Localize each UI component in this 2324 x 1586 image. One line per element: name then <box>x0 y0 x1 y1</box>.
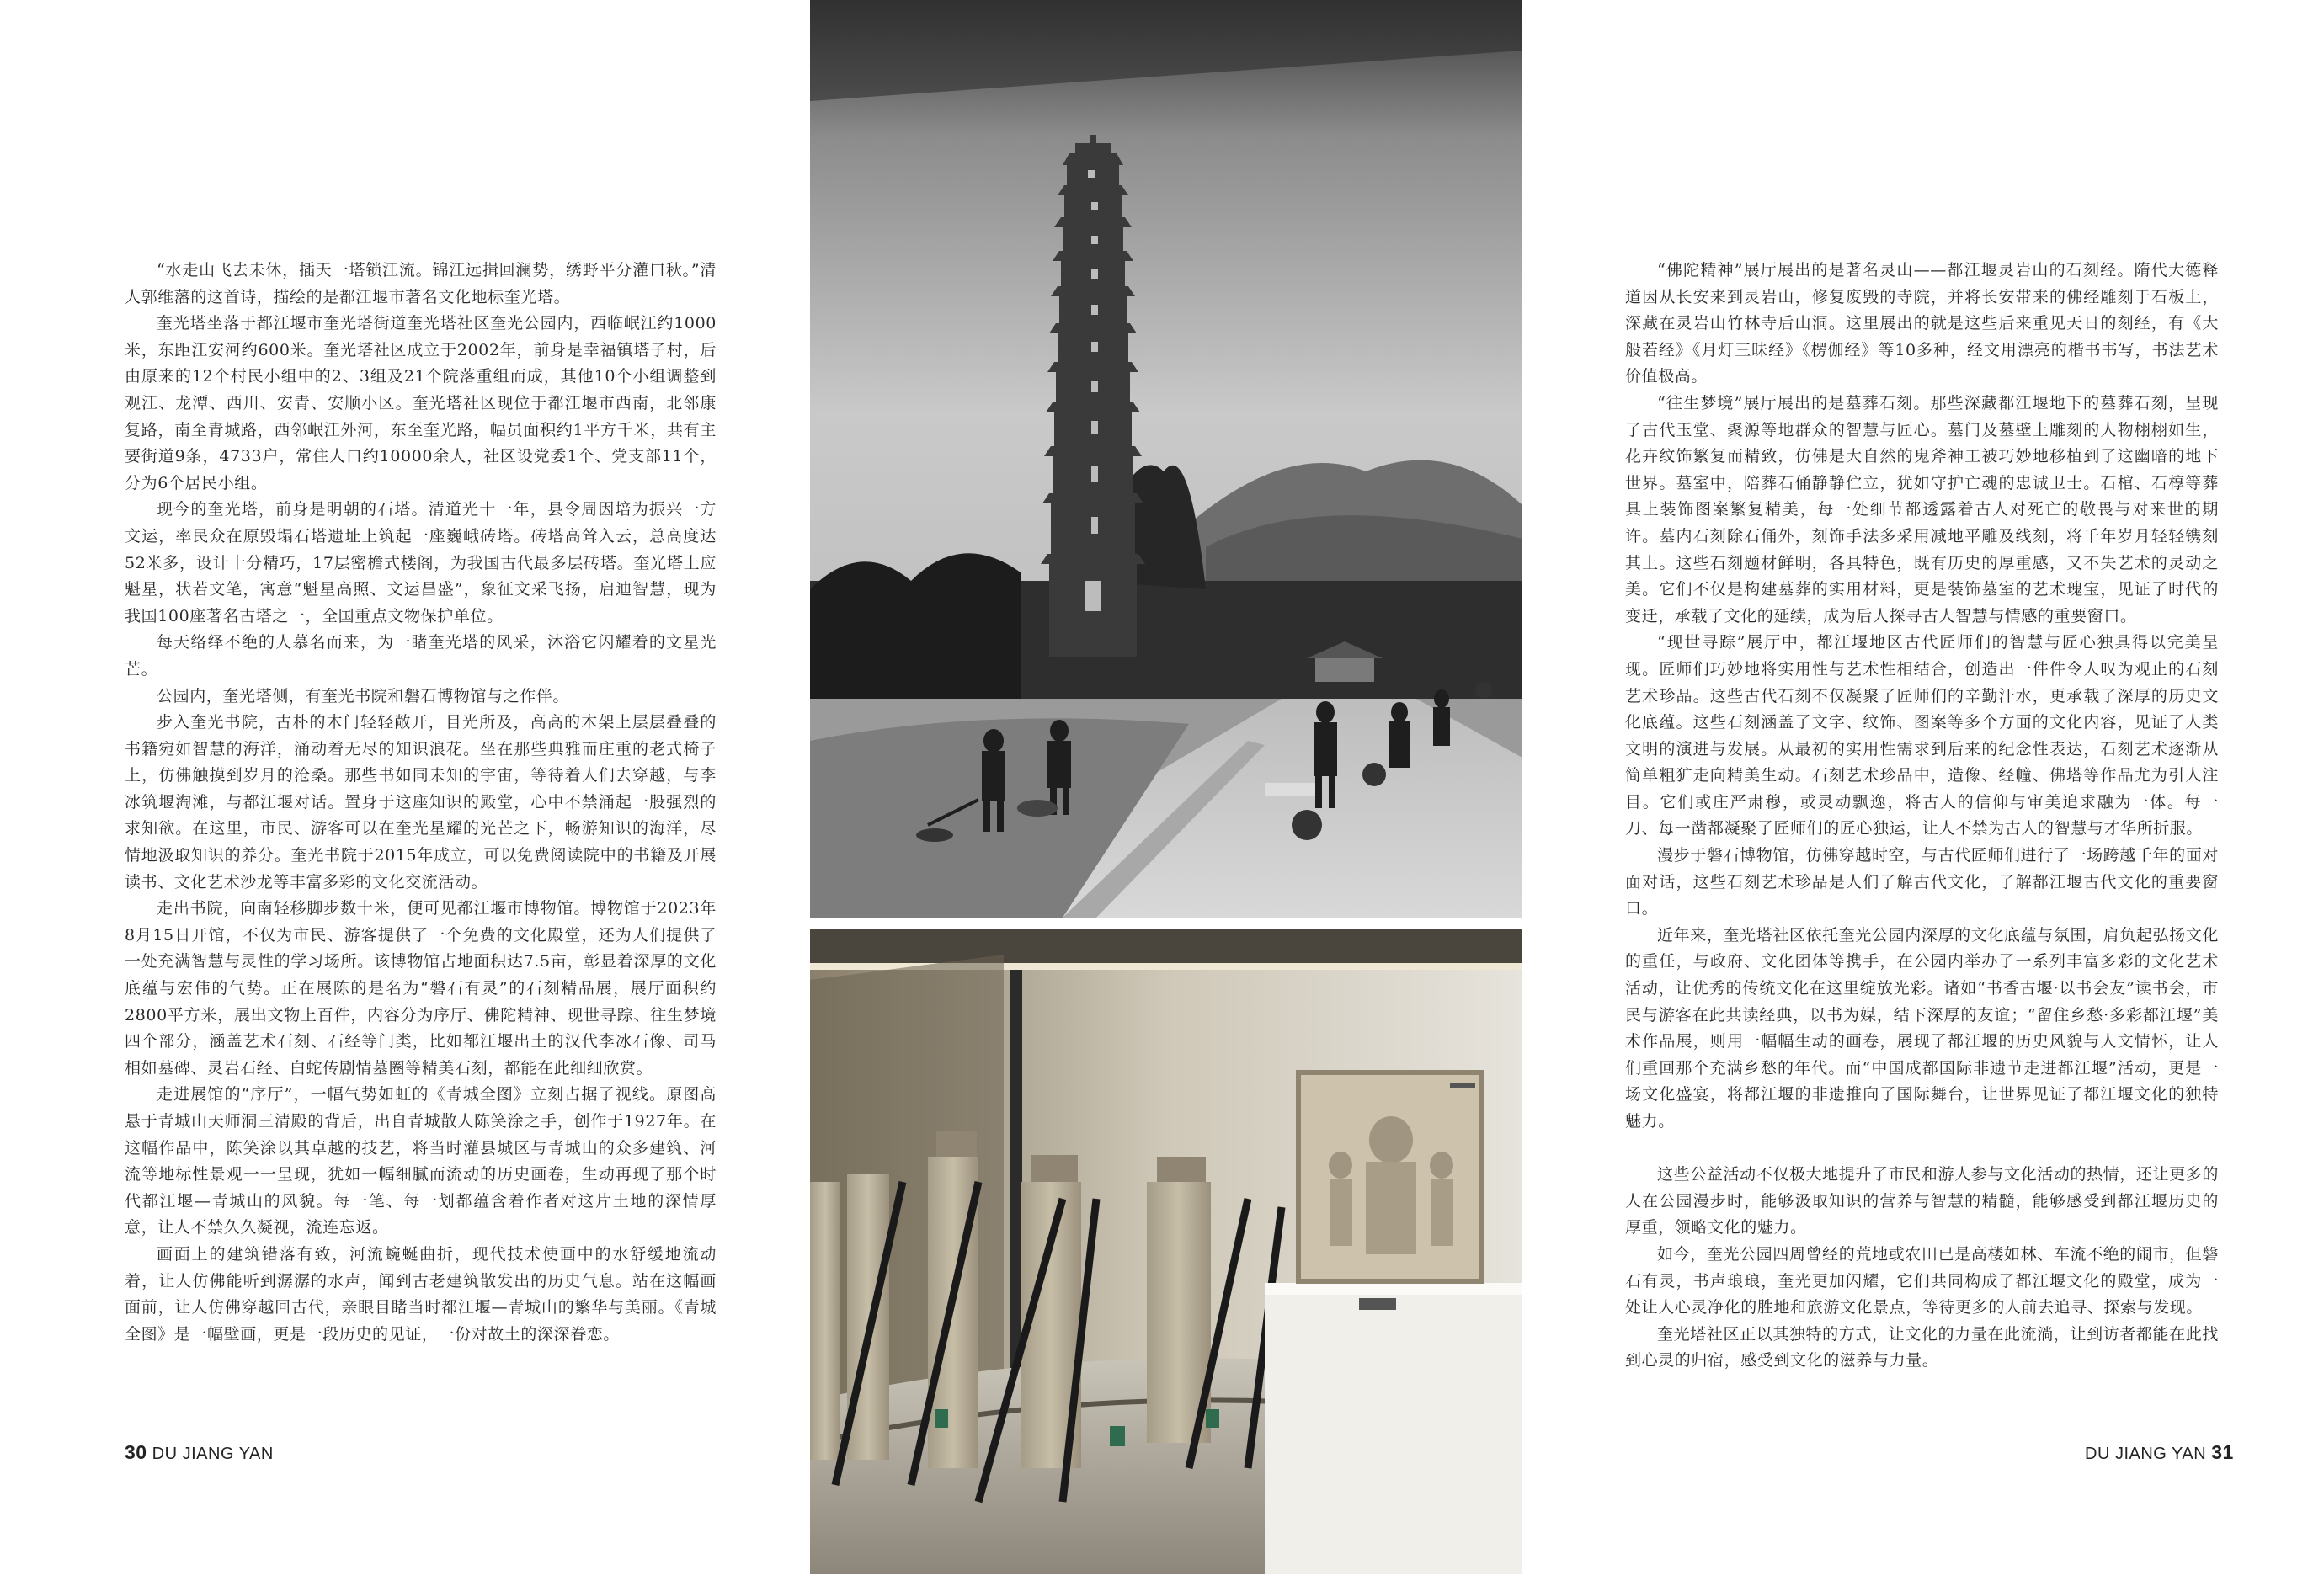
paragraph: 现今的奎光塔，前身是明朝的石塔。清道光十一年，县令周因培为振兴一方文运，率民众在原毁塌石塔遗址上筑起一座巍峨砖塔。砖塔高耸入云，总高度达52米多，设计十分精巧，17层密檐式楼阁，为我国古代最多层砖塔。奎光塔上应魁星，状若文笔，寓意“魁星高照、文运昌盛”，象征文采飞扬，启迪智慧，现为我国100座著名古塔之一，全国重点文物保护单位。 <box>125 500 717 625</box>
paragraph: 画面上的建筑错落有致，河流蜿蜒曲折，现代技术使画中的水舒缓地流动着，让人仿佛能听到潺潺的水声，闻到古老建筑散发出的历史气息。站在这幅画面前，让人仿佛穿越回古代，亲眼目睹当时都江堰—青城山的繁华与美丽。《青城全图》是一幅壁画，更是一段历史的见证，一份对故土的深深眷恋。 <box>125 1244 717 1344</box>
paragraph: “往生梦境”展厅展出的是墓葬石刻。那些深藏都江堰地下的墓葬石刻，呈现了古代玉堂、聚源等地群众的智慧与匠心。墓门及墓壁上雕刻的人物栩栩如生，花卉纹饰繁复而精致，仿佛是大自然的鬼斧神工被巧妙地移植到了这幽暗的地下世界。墓室中，陪葬石俑静静伫立，犹如守护亡魂的忠诚卫士。石棺、石椁等葬具上装饰图案繁复精美，每一处细节都透露着古人对死亡的敬畏与对来世的期许。墓内石刻除石俑外，刻饰手法多采用减地平雕及线刻，将千年岁月轻轻镌刻其上。这些石刻题材鲜明，各具特色，既有历史的厚重感，又不失艺术的灵动之美。它们不仅是构建墓葬的实用材料，更是装饰墓室的艺术瑰宝，见证了时代的变迁，承载了文化的延续，成为后人探寻古人智慧与情感的重要窗口。 <box>1625 393 2219 625</box>
paragraph: 漫步于磐石博物馆，仿佛穿越时空，与古代匠师们进行了一场跨越千年的面对面对话，这些石刻艺术珍品是人们了解古代文化，了解都江堰古代文化的重要窗口。 <box>1625 846 2219 918</box>
magazine-title: DU JIANG YAN <box>2085 1445 2207 1463</box>
paragraph: 近年来，奎光塔社区依托奎光公园内深厚的文化底蕴与氛围，肩负起弘扬文化的重任，与政府、文化团体等携手，在公园内举办了一系列丰富多彩的文化艺术活动，让优秀的传统文化在这里绽放光彩。诸如“书香古堰·以书会友”读书会，市民与游客在此共读经典，以书为媒，结下深厚的友谊；“留住乡愁·多彩都江堰”美术作品展，则用一幅幅生动的画卷，展现了都江堰的历史风貌与人文情怀，让人们重回那个充满乡愁的年代。而“中国成都国际非遗节走进都江堰”活动，更是一场文化盛宴，将都江堰的非遗推向了国际舞台，让世界见证了都江堰文化的独特魅力。 <box>1625 925 2219 1131</box>
page-number: 31 <box>2211 1441 2234 1463</box>
pagoda-historic-photo <box>810 0 1522 918</box>
paragraph: 如今，奎光公园四周曾经的荒地或农田已是高楼如林、车流不绝的闹市，但磐石有灵，书声琅琅，奎光更加闪耀，它们共同构成了都江堰文化的殿堂，成为一处让人心灵净化的胜地和旅游文化景点，等待更多的人前去追寻、探索与发现。 <box>1625 1244 2219 1317</box>
museum-exhibit-photo <box>810 929 1522 1574</box>
paragraph: “现世寻踪”展厅中，都江堰地区古代匠师们的智慧与匠心独具得以完美呈现。匠师们巧妙地将实用性与艺术性相结合，创造出一件件令人叹为观止的石刻艺术珍品。这些古代石刻不仅凝聚了匠师们的辛勤汗水，更承载了深厚的历史文化底蕴。这些石刻涵盖了文字、纹饰、图案等多个方面的文化内容，见证了人类文明的演进与发展。从最初的实用性需求到后来的纪念性表达，石刻艺术逐渐从简单粗犷走向精美生动。石刻艺术珍品中，造像、经幢、佛塔等作品尤为引人注目。它们或庄严肃穆，或灵动飘逸，将古人的信仰与审美追求融为一体。每一刀、每一凿都凝聚了匠师们的匠心独运，让人不禁为古人的智慧与才华所折服。 <box>1625 633 2219 838</box>
paragraph: 走出书院，向南轻移脚步数十米，便可见都江堰市博物馆。博物馆于2023年8月15日开馆，不仅为市民、游客提供了一个免费的文化殿堂，还为人们提供了一处充满智慧与灵性的学习场所。该博物馆占地面积达7.5亩，彰显着深厚的文化底蕴与宏伟的气势。正在展陈的是名为“磐石有灵”的石刻精品展，展厅面积约2800平方米，展出文物上百件，内容分为序厅、佛陀精神、现世寻踪、往生梦境四个部分，涵盖艺术石刻、石经等门类，比如都江堰出土的汉代李冰石像、司马相如墓碑、灵岩石经、白蛇传剧情墓圈等精美石刻，都能在此细细欣赏。 <box>125 899 717 1078</box>
folio-left <box>125 1441 274 1464</box>
pagoda-photo-illustration <box>810 0 1522 918</box>
museum-photo-illustration <box>810 929 1522 1574</box>
folio-right <box>2085 1441 2234 1464</box>
left-article-column <box>125 258 717 1348</box>
carved-relief-panel <box>1298 1072 1482 1281</box>
paragraph: 奎光塔坐落于都江堰市奎光塔街道奎光塔社区奎光公园内，西临岷江约1000米，东距江安河约600米。奎光塔社区成立于2002年，前身是幸福镇塔子村，后由原来的12个村民小组中的2、3组及21个院落重组而成，其他10个小组调整到观江、龙潭、西川、安青、安顺小区。奎光塔社区现位于都江堰市西南，北邻康复路，南至青城路，西邻岷江外河，东至奎光路，幅员面积约1平方千米，共有主要街道9条，4733户，常住人口约10000余人，社区设党委1个、党支部11个，分为6个居民小组。 <box>125 314 717 492</box>
paragraph: “佛陀精神”展厅展出的是著名灵山——都江堰灵岩山的石刻经。隋代大德释道因从长安来到灵岩山，修复废毁的寺院，并将长安带来的佛经雕刻于石板上，深藏在灵岩山竹林寺后山洞。这里展出的就是这些后来重见天日的刻经，有《大般若经》《月灯三昧经》《楞伽经》等10多种，经文用漂亮的楷书书写，书法艺术价值极高。 <box>1625 261 2219 386</box>
paragraph: 公园内，奎光塔侧，有奎光书院和磐石博物馆与之作伴。 <box>157 686 570 705</box>
paragraph: 步入奎光书院，古朴的木门轻轻敞开，目光所及，高高的木架上层层叠叠的书籍宛如智慧的海洋，涌动着无尽的知识浪花。坐在那些典雅而庄重的老式椅子上，仿佛触摸到岁月的沧桑。那些书如同未知的宇宙，等待着人们去穿越，与李冰筑堰淘滩，与都江堰对话。置身于这座知识的殿堂，心中不禁涌起一股强烈的求知欲。在这里，市民、游客可以在奎光星耀的光芒之下，畅游知识的海洋，尽情地汲取知识的养分。奎光书院于2015年成立，可以免费阅读院中的书籍及开展读书、文化艺术沙龙等丰富多彩的文化交流活动。 <box>125 713 717 891</box>
right-article-column <box>1625 258 2219 1375</box>
page-number: 30 <box>125 1441 147 1463</box>
paragraph: 走进展馆的“序厅”，一幅气势如虹的《青城全图》立刻占据了视线。原图高悬于青城山天师洞三清殿的背后，出自青城散人陈笑涂之手，创作于1927年。在这幅作品中，陈笑涂以其卓越的技艺，将当时灌县城区与青城山的众多建筑、河流等地标性景观一一呈现，犹如一幅细腻而流动的历史画卷，生动再现了那个时代都江堰—青城山的风貌。每一笔、每一划都蕴含着作者对这片土地的深情厚意，让人不禁久久凝视，流连忘返。 <box>125 1085 717 1237</box>
magazine-title: DU JIANG YAN <box>152 1445 274 1463</box>
paragraph: “水走山飞去未休，插天一塔锁江流。锦江远揖回澜势，绣野平分灌口秋。”清人郭维藩的这首诗，描绘的是都江堰市著名文化地标奎光塔。 <box>125 261 717 306</box>
paragraph: 这些公益活动不仅极大地提升了市民和游人参与文化活动的热情，还让更多的人在公园漫步时，能够汲取知识的营养与智慧的精髓，能够感受到都江堰历史的厚重，领略文化的魅力。 <box>1625 1165 2219 1237</box>
paragraph: 每天络绎不绝的人慕名而来，为一睹奎光塔的风采，沐浴它闪耀着的文星光芒。 <box>125 633 717 679</box>
paragraph: 奎光塔社区正以其独特的方式，让文化的力量在此流淌，让到访者都能在此找到心灵的归宿，感受到文化的滋养与力量。 <box>1625 1324 2219 1370</box>
